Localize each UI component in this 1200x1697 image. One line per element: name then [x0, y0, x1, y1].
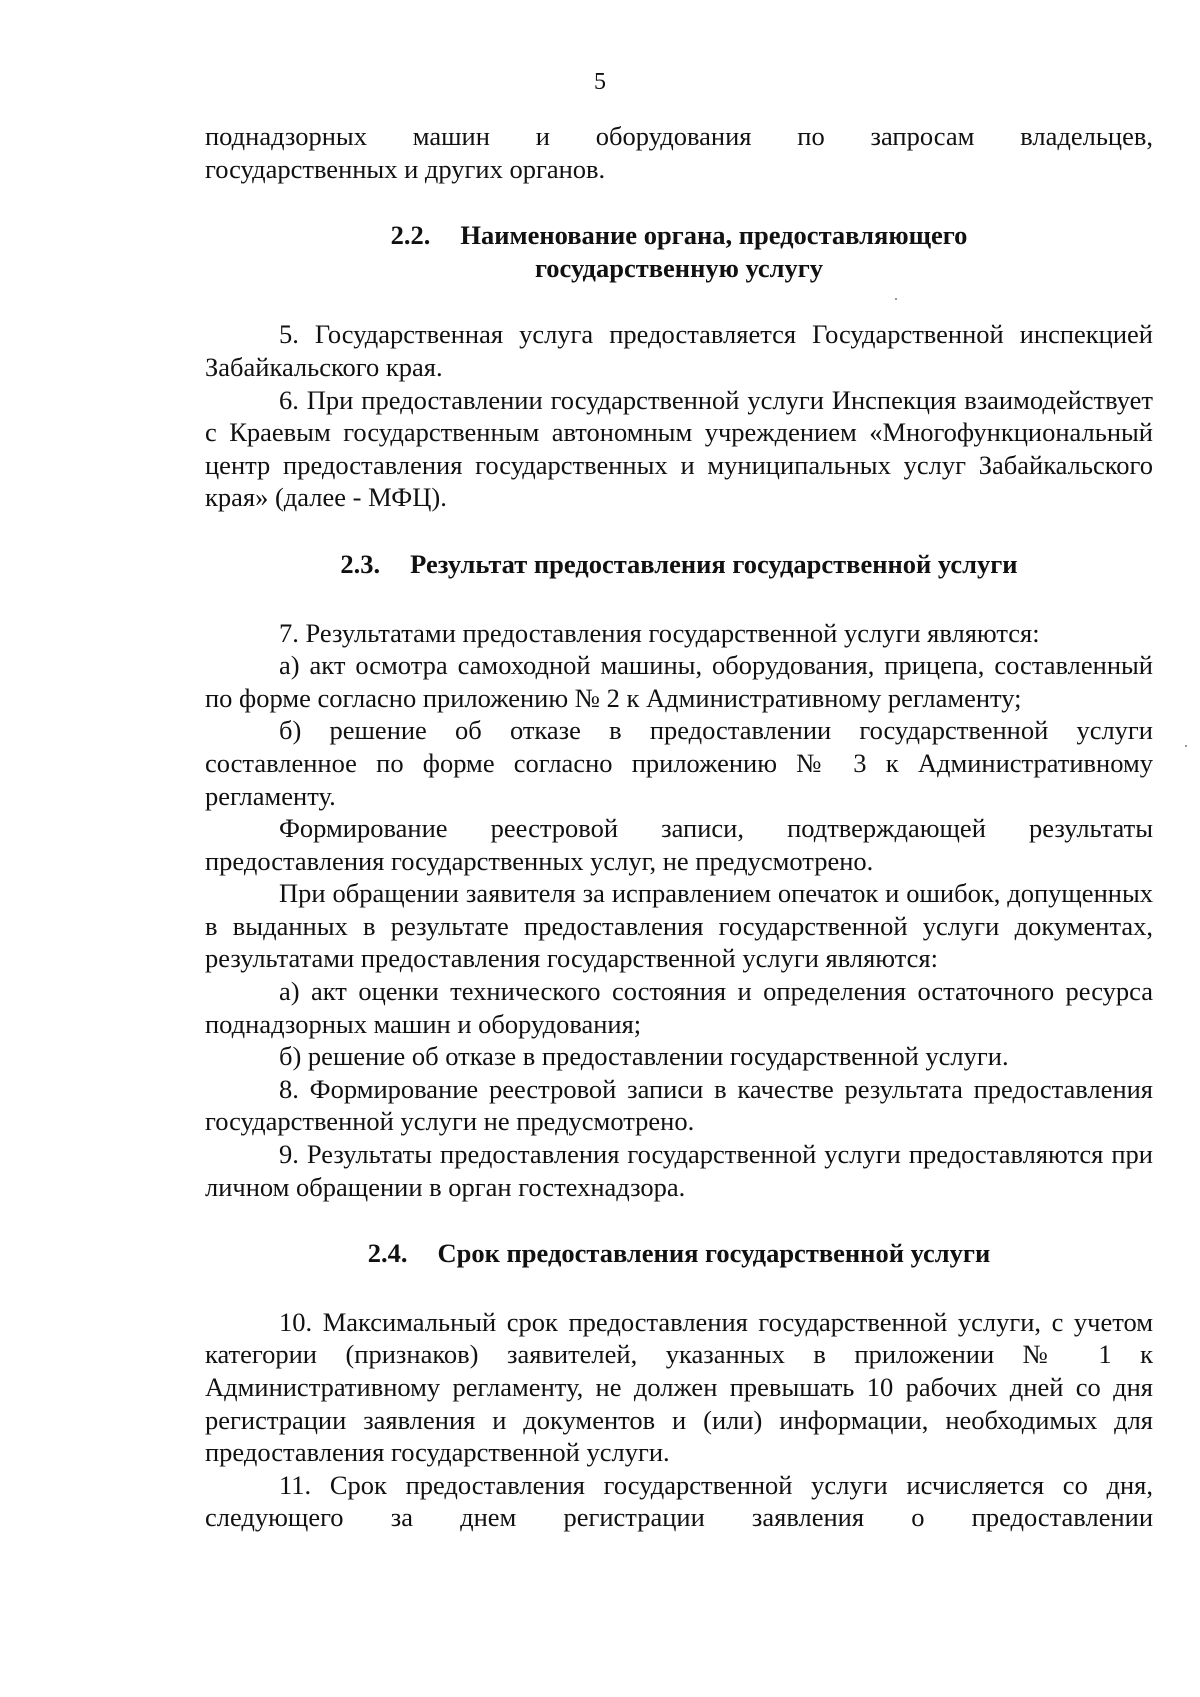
- paragraph-errors-a: а) акт оценки технического состояния и определения остаточного ресурса поднадзорных машин и оборудования;: [205, 976, 1153, 1039]
- scan-speck: [895, 298, 897, 300]
- section-2-4-title: Срок предоставления государственной услуги: [437, 1238, 991, 1269]
- paragraph-8: 8. Формирование реестровой записи в качестве результата предоставления государственной услуги не предусмотрено.: [205, 1073, 1153, 1137]
- section-2-2-title-line-1: Наименование органа, предоставляющего: [460, 220, 968, 251]
- paragraph-errors-b: б) решение об отказе в предоставлении государственной услуги.: [279, 1041, 1009, 1072]
- section-2-4-heading: [205, 1237, 1153, 1270]
- section-2-2-heading: [205, 219, 1153, 284]
- document-body: [205, 120, 1153, 1534]
- page-number: 5: [594, 69, 606, 95]
- section-2-3-title: Результат предоставления государственной услуги: [410, 548, 1018, 579]
- paragraph-7: 7. Результатами предоставления государственной услуги являются:: [279, 617, 1040, 648]
- scan-speck: [1185, 745, 1187, 747]
- paragraph-7-a: а) акт осмотра самоходной машины, оборудования, прицепа, составленный по форме согласно приложению № 2 к Административному регламенту;: [205, 650, 1153, 713]
- section-2-2-title-line-2: государственную услугу: [534, 252, 824, 283]
- intro-line-2: государственных и других органов.: [205, 153, 606, 184]
- paragraph-registry-record: Формирование реестровой записи, подтверждающей результаты предоставления государственных услуг, не предусмотрено.: [205, 813, 1153, 876]
- intro-line-1: поднадзорных машин и оборудования по запросам владельцев,: [205, 121, 1153, 151]
- paragraph-5: 5. Государственная услуга предоставляется Государственной инспекцией Забайкальского края.: [205, 319, 1153, 382]
- paragraph-7-b: б) решение об отказе в предоставлении государственной услуги составленное по форме согласно приложению № 3 к Административному регламенту.: [205, 715, 1153, 811]
- section-2-3-heading: [205, 548, 1153, 581]
- section-2-2-number: 2.2.: [390, 220, 431, 251]
- paragraph-11: 11. Срок предоставления государственной услуги исчисляется со дня, следующего за днем регистрации заявления о предоставлении: [205, 1469, 1153, 1533]
- paragraph-errors: При обращении заявителя за исправлением опечаток и ошибок, допущенных в выданных в результате предоставления государственной услуги документах, результатами предоставления государственной услуги являются:: [205, 878, 1153, 974]
- paragraph-6: 6. При предоставлении государственной услуги Инспекция взаимодействует с Краевым государственным автономным учреждением «Многофункциональный центр предоставления государственных и муниципальных услуг Забайкальского края» (далее - МФЦ).: [205, 384, 1153, 513]
- section-2-3-number: 2.3.: [340, 548, 381, 579]
- paragraph-10: 10. Максимальный срок предоставления государственной услуги, с учетом категории (признаков) заявителей, указанных в приложении № 1 к Административному регламенту, не должен превышать 10 рабочих дней со дня регистрации заявления и документов и (или) информации, необходимых для предоставления государственной услуги.: [205, 1306, 1153, 1468]
- paragraph-9: 9. Результаты предоставления государственной услуги предоставляются при личном обращении в орган гостехнадзора.: [205, 1139, 1153, 1202]
- section-2-4-number: 2.4.: [367, 1238, 408, 1269]
